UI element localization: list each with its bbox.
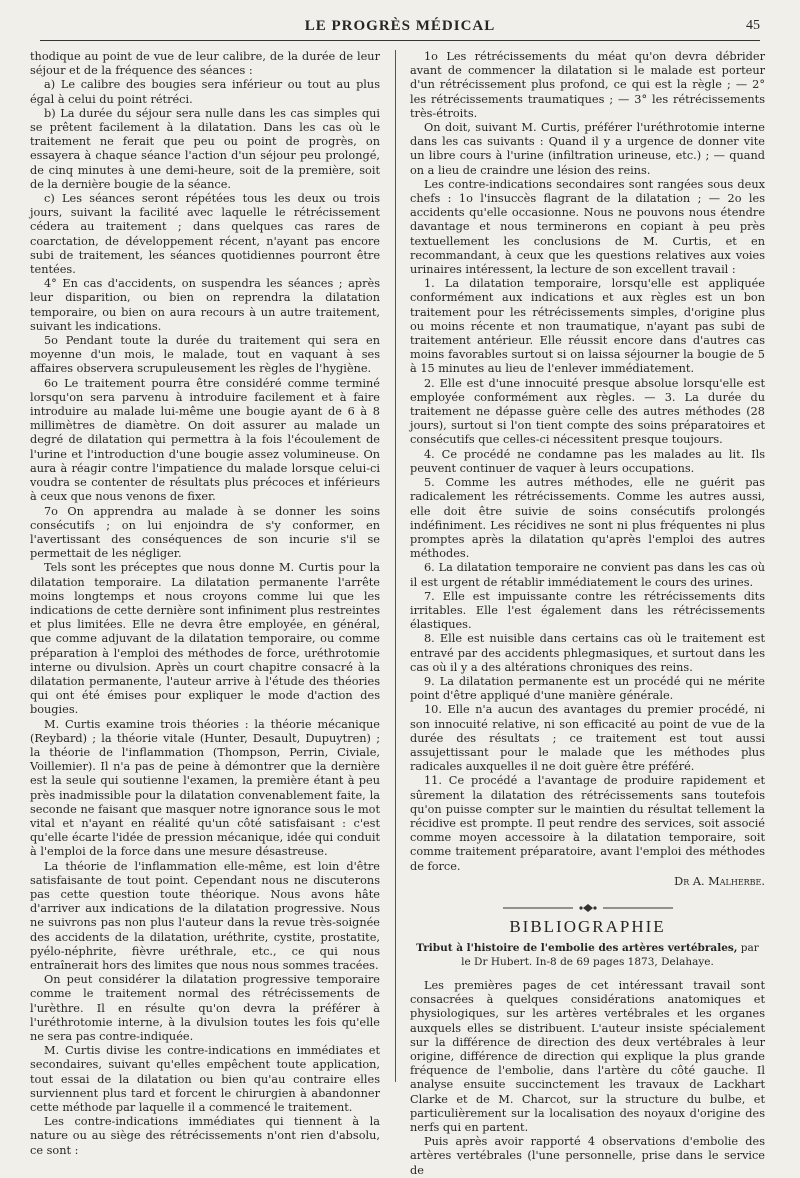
- paragraph: 6. La dilatation temporaire ne convient pas dans les cas où il est urgent de rétablir immédiatement le cours des urines.: [410, 561, 765, 589]
- paragraph: Puis après avoir rapporté 4 observations d'embolie des artères vertébrales (l'une personnelle, prise dans le service de: [410, 1135, 765, 1177]
- running-title: LE PROGRÈS MÉDICAL: [304, 18, 496, 34]
- page-number: 45: [746, 18, 760, 33]
- right-column: [410, 50, 765, 1177]
- bibliography-entry-title: Tribut à l'histoire de l'embolie des artères vertébrales,: [416, 941, 738, 954]
- paragraph: 5o Pendant toute la durée du traitement qui sera en moyenne d'un mois, le malade, tout en vaquant à ses affaires observera scrupuleusement les règles de l'hygiène.: [30, 334, 380, 376]
- paragraph: On doit, suivant M. Curtis, préférer l'uréthrotomie interne dans les cas suivants : Quand il y a urgence de donner vite un libre cours à l'urine (infiltration urineuse, etc.) ; — quand on a lieu de craindre une lésion des reins.: [410, 121, 765, 177]
- paragraph: 7o On apprendra au malade à se donner les soins consécutifs ; on lui enjoindra de s'y conformer, en l'avertissant des conséquences de son incurie s'il se permettait de les négliger.: [30, 504, 380, 561]
- author-signature: Dr A. Malherbe.: [674, 874, 765, 888]
- paragraph: thodique au point de vue de leur calibre, de la durée de leur séjour et de la fréquence des séances :: [30, 50, 380, 78]
- paragraph: 1o Les rétrécissements du méat qu'on devra débrider avant de commencer la dilatation si le malade est porteur d'un rétrécissement plus profond, ce qui est la règle ; — 2° les rétrécissements traumatiques ; — 3° les rétrécissements très-étroits.: [410, 50, 765, 120]
- bibliography-entry-meta: par le Dr Hubert. In-8 de 69 pages 1873, Delahaye.: [461, 941, 759, 968]
- paragraph: 6o Le traitement pourra être considéré comme terminé lorsqu'on sera parvenu à introduire facilement et à faire introduire au malade lui-même une bougie ayant de 6 à 8 millimètres de diamètre. On doit assurer au malade un degré de dilatation qui permettra à la fois l'écoulement de l'urine et l'introduction d'une bougie assez volumineuse. On aura à réagir contre l'impatience du malade lorsque celui-ci voudra se contenter de résultats plus précoces et inférieurs à ceux que nous venons de fixer.: [30, 376, 380, 504]
- header-rule: [40, 40, 760, 41]
- paragraph: M. Curtis divise les contre-indications en immédiates et secondaires, suivant qu'elles empêchent toute application, tout essai de la dilatation ou bien qu'au contraire elles surviennent plus tard et forcent le chirurgien à abandonner cette méthode par laquelle il a commencé le traitement.: [30, 1044, 380, 1115]
- paragraph: On peut considérer la dilatation progressive temporaire comme le traitement normal des rétrécissements de l'urèthre. Il en résulte qu'on devra la préférer à l'uréthrotomie interne, à la divulsion toutes les fois qu'elle ne sera pas contre-indiquée.: [30, 973, 380, 1044]
- paragraph: Tels sont les préceptes que nous donne M. Curtis pour la dilatation temporaire. La dilatation permanente l'arrête moins longtemps et nous croyons comme lui que les indications de cette dernière sont infiniment plus restreintes et plus limitées. Elle ne devra être employée, en général, que comme adjuvant de la dilatation temporaire, ou comme préparation à l'emploi des méthodes de force, uréthrotomie interne ou divulsion. Après un court chapitre consacré à la dilatation permanente, l'auteur arrive à l'étude des théories qui ont été émises pour expliquer le mode d'action des bougies.: [30, 561, 380, 717]
- column-divider: [395, 50, 396, 1082]
- paragraph: 4. Ce procédé ne condamne pas les malades au lit. Ils peuvent continuer de vaquer à leurs occupations.: [410, 447, 765, 475]
- paragraph: 4° En cas d'accidents, on suspendra les séances ; après leur disparition, ou bien on reprendra la dilatation temporaire, ou bien on aura recours à un autre traitement, suivant les indications.: [30, 277, 380, 333]
- paragraph: 5. Comme les autres méthodes, elle ne guérit pas radicalement les rétrécissements. Comme les autres aussi, elle doit être suivie de soins consécutifs prolongés indéfiniment. Les récidives ne sont ni plus fréquentes ni plus promptes après la dilatation qu'après l'emploi des autres méthodes.: [410, 476, 765, 561]
- bibliography-heading: BIBLIOGRAPHIE: [509, 916, 666, 936]
- paragraph: c) Les séances seront répétées tous les deux ou trois jours, suivant la facilité avec laquelle le rétrécissement cédera au traitement ; dans quelques cas rares de coarctation, de développement récent, n'ayant pas encore subi de traitement, les séances quotidiennes pourront être tentées.: [30, 192, 380, 277]
- paragraph: 11. Ce procédé a l'avantage de produire rapidement et sûrement la dilatation des rétrécissements sans toutefois qu'on puisse compter sur le maintien du résultat tellement la récidive est prompte. Il peut rendre des services, soit associé comme moyen accessoire à la dilatation temporaire, soit comme traitement préparatoire, avant l'emploi des méthodes de force.: [410, 774, 765, 873]
- paragraph: b) La durée du séjour sera nulle dans les cas simples qui se prêtent facilement à la dilatation. Dans les cas où le traitement ne ferait que peu ou point de progrès, on essayera à chaque séance l'action d'un séjour peu prolongé, de cinq minutes à une demi-heure, soit de la première, soit de la dernière bougie de la séance.: [30, 106, 380, 191]
- paragraph: Les contre-indications immédiates qui tiennent à la nature ou au siège des rétrécissements n'ont rien d'absolu, ce sont :: [30, 1115, 380, 1157]
- paragraph: 10. Elle n'a aucun des avantages du premier procédé, ni son innocuité relative, ni son efficacité au point de vue de la durée des résultats ; ce traitement est tout aussi assujettissant pour le malade que les méthodes plus radicales auxquelles il ne doit guère être préféré.: [410, 703, 765, 774]
- bibliography-entry: [410, 941, 765, 969]
- paragraph: 8. Elle est nuisible dans certains cas où le traitement est entravé par des accidents phlegmasiques, et surtout dans les cas où il y a des altérations chroniques des reins.: [410, 632, 765, 674]
- paragraph: 1. La dilatation temporaire, lorsqu'elle est appliquée conformément aux indications et aux règles est un bon traitement pour les rétrécissements simples, d'origine plus ou moins récente et non traumatique, n'ayant pas subi de traitement antérieur. Elle réussit encore dans d'autres cas moins favorables surtout si on laissa séjourner la bougie de 5 à 15 minutes au lieu de l'enlever immédiatement.: [410, 277, 765, 376]
- paragraph: Les contre-indications secondaires sont rangées sous deux chefs : 1o l'insuccès flagrant de la dilatation ; — 2o les accidents qu'elle occasionne. Nous ne pouvons nous étendre davantage et nous terminerons en copiant à peu près textuellement les conclusions de M. Curtis, et en recommandant, à ceux que les questions relatives aux voies urinaires intéressent, la lecture de son excellent travail :: [410, 177, 765, 277]
- paragraph: 2. Elle est d'une innocuité presque absolue lorsqu'elle est employée conformément aux règles. — 3. La durée du traitement ne dépasse guère celle des autres méthodes (28 jours), surtout si l'on tient compte des soins préparatoires et consécutifs que celles-ci nécessitent presque toujours.: [410, 376, 765, 447]
- ornament-divider: [503, 903, 673, 913]
- paragraph: 7. Elle est impuissante contre les rétrécissements dits irritables. Elle l'est également dans les rétrécissements élastiques.: [410, 589, 765, 632]
- paragraph: Les premières pages de cet intéressant travail sont consacrées à quelques considérations anatomiques et physiologiques, sur les artères vertébrales et les organes auxquels elles se distribuent. L'auteur insiste spécialement sur la différence de direction des deux vertébrales à leur origine, différence de direction qui explique la plus grande fréquence de l'embolie, dans l'artère du côté gauche. Il analyse ensuite succinctement les travaux de Lackhart Clarke et de M. Charcot, sur la structure du bulbe, et particulièrement sur la localisation des noyaux d'origine des nerfs qui en partent.: [410, 978, 765, 1135]
- left-column: [30, 50, 380, 1157]
- paragraph: M. Curtis examine trois théories : la théorie mécanique (Reybard) ; la théorie vitale (Hunter, Desault, Dupuytren) ; la théorie de l'inflammation (Thompson, Perrin, Civiale, Voillemier). Il n'a pas de peine à démontrer que la dernière est la seule qui soutienne l'examen, la première étant à peu près inadmissible pour la dilatation convenablement faite, la seconde ne faisant que masquer notre ignorance sous le mot vital et n'ayant en réalité qu'un côté satisfaisant : c'est qu'elle écarte l'idée de pression mécanique, idée qui conduit à l'emploi de la force dans une mesure désastreuse.: [30, 717, 380, 859]
- paragraph: 9. La dilatation permanente est un procédé qui ne mérite point d'être appliqué d'une manière générale.: [410, 674, 765, 703]
- paragraph: La théorie de l'inflammation elle-même, est loin d'être satisfaisante de tout point. Cependant nous ne discuterons pas cette question toute théorique. Nous avons hâte d'arriver aux indications de la dilatation progressive. Nous ne suivrons pas non plus l'auteur dans la revue très-soignée des accidents de la dilatation, uréthrite, cystite, prostatite, pyélo-néphrite, fièvre uréthrale, etc., ce qui nous entraînerait hors des limites que nous nous sommes tracées.: [30, 859, 380, 972]
- paragraph: a) Le calibre des bougies sera inférieur ou tout au plus égal à celui du point rétréci.: [30, 78, 380, 106]
